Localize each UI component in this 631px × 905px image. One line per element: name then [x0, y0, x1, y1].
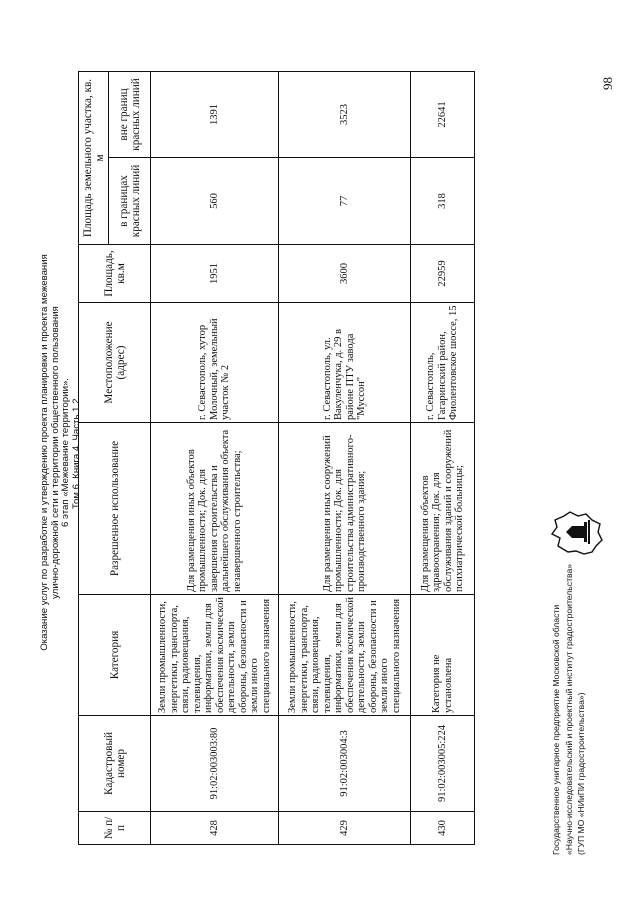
category-cell: Земли промышленности, энергетики, транспорта, связи, радиовещания, телевидения, информатики, земли для обеспечения космической деятельности, земли обороны, безопасности и земли иного специального назначения: [279, 595, 411, 716]
header-cadastral: Кадастровый номер: [79, 716, 151, 812]
header-num: № п/п: [79, 812, 151, 845]
permitted-use-cell: Для размещения иных объектов промышленности; Док. для завершения строительства и дальнейшего обслуживания объекта незавершенного строительства;: [151, 423, 279, 595]
table-row: [411, 72, 475, 845]
header-line-4: Том 6. Книга 4. Часть 1.2.: [70, 395, 82, 510]
cadastral-number: 91:02:003003:80: [151, 716, 279, 812]
row-number: 429: [279, 812, 411, 845]
outside-red-lines-cell: 1391: [151, 72, 279, 158]
row-number: 428: [151, 812, 279, 845]
permitted-use-cell: Для размещения объектов здравоохранения; Док. для обслуживания зданий и сооружений психиатрической больницы;: [411, 423, 475, 595]
location-cell: г. Севастополь, ул. Вакуленчука, д. 29 в районе ПТУ завода "Муссон": [279, 303, 411, 423]
outside-red-lines-cell: 3523: [279, 72, 411, 158]
header-line-3: 6 этап «Межевание территории».: [60, 378, 72, 527]
row-number: 430: [411, 812, 475, 845]
location-cell: г. Севастополь, хутор Молочный, земельный участок № 2: [151, 303, 279, 423]
footer-line-1: Государственное унитарное предприятие Московской области: [551, 604, 561, 855]
document-header: [40, 0, 82, 905]
land-plots-table: [78, 71, 475, 845]
outside-red-lines-cell: 22641: [411, 72, 475, 158]
area-cell: 22959: [411, 245, 475, 303]
header-location: Местоположение (адрес): [79, 303, 151, 423]
table-row: [151, 72, 279, 845]
inside-red-lines-cell: 318: [411, 158, 475, 245]
institute-logo-icon: [546, 508, 606, 560]
table-row: [279, 72, 411, 845]
category-cell: Категория не установлена: [411, 595, 475, 716]
area-cell: 1951: [151, 245, 279, 303]
header-permitted-use: Разрешенное использование: [79, 423, 151, 595]
location-cell: г. Севастополь, Гагаринский район, Фиолентовское шоссе, 15: [411, 303, 475, 423]
permitted-use-cell: Для размещения иных сооружений промышленности; Док. для строительства административного-производственного здания;: [279, 423, 411, 595]
header-line-2: улично-дорожной сети и территории общественного пользования: [49, 306, 61, 599]
document-footer: [550, 564, 588, 855]
page-number: 98: [600, 77, 615, 90]
header-inside-red-lines: в границах красных линий: [109, 158, 151, 245]
header-area: Площадь, кв.м: [79, 245, 151, 303]
footer-line-3: (ГУП МО «НИиПИ градостроительства»): [576, 692, 586, 855]
cadastral-number: 91:02:003004:3: [279, 716, 411, 812]
header-line-1: Оказание услуг по разработке и утверждению проекта планировки и проекта межевания: [39, 254, 50, 651]
footer-line-2: «Научно-исследовательский и проектный институт градостроительства»: [563, 563, 574, 855]
category-cell: Земли промышленности, энергетики, транспорта, связи, радиовещания, телевидения, информатики, земли для обеспечения космической деятельности, земли обороны, безопасности и земли иного специального назначения: [151, 595, 279, 716]
area-cell: 3600: [279, 245, 411, 303]
cadastral-number: 91:02:003005:224: [411, 716, 475, 812]
inside-red-lines-cell: 77: [279, 158, 411, 245]
inside-red-lines-cell: 560: [151, 158, 279, 245]
header-category: Категория: [79, 595, 151, 716]
header-outside-red-lines: вне границ красных линий: [109, 72, 151, 158]
header-area-group: Площадь земельного участка, кв. м: [79, 72, 109, 245]
